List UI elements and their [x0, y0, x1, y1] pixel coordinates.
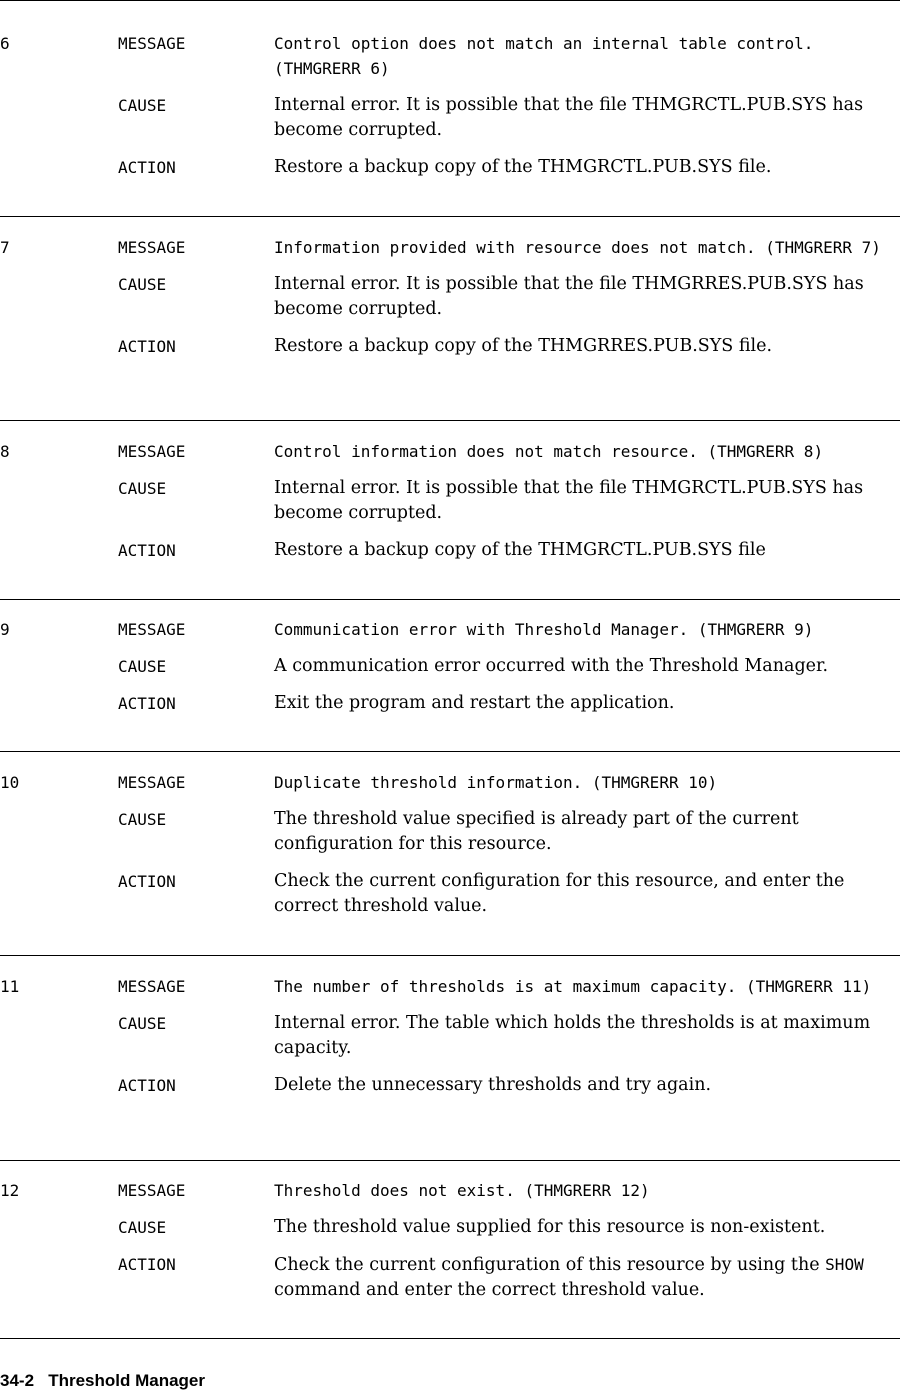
- cause-label: CAUSE: [118, 479, 167, 498]
- cause-row: [0, 93, 908, 143]
- page-footer: [0, 1369, 205, 1393]
- action-row: [0, 1252, 908, 1303]
- error-number: 9: [0, 620, 10, 639]
- cause-text: The threshold value specified is already part of the current configuration for this resource.: [274, 809, 799, 854]
- message-row: [0, 974, 908, 999]
- cause-row: [0, 654, 908, 679]
- error-number: 7: [0, 238, 10, 257]
- entry-divider: [0, 1160, 900, 1161]
- chapter-title: Threshold Manager: [48, 1371, 206, 1390]
- cause-row: [0, 476, 908, 526]
- error-number: 12: [0, 1181, 20, 1200]
- action-label: ACTION: [118, 1076, 176, 1095]
- cause-text: The threshold value supplied for this resource is non-existent.: [274, 1217, 826, 1237]
- message-label: MESSAGE: [118, 620, 186, 639]
- show-command-keyword: SHOW: [825, 1255, 864, 1274]
- cause-label: CAUSE: [118, 810, 167, 829]
- error-entry-12: [0, 1178, 908, 1315]
- cause-text: Internal error. It is possible that the file THMGRRES.PUB.SYS has become corrupted.: [274, 274, 864, 319]
- action-label: ACTION: [118, 541, 176, 560]
- action-row: [0, 1073, 908, 1098]
- entry-divider: [0, 751, 900, 752]
- action-text: Restore a backup copy of the THMGRCTL.PUB.SYS file.: [274, 157, 772, 177]
- message-text: Threshold does not exist. (THMGRERR 12): [274, 1181, 650, 1200]
- action-row: [0, 691, 908, 716]
- message-label: MESSAGE: [118, 1181, 186, 1200]
- action-text-before: Check the current configuration of this resource by using the: [274, 1255, 820, 1275]
- cause-text: Internal error. It is possible that the file THMGRCTL.PUB.SYS has become corrupted.: [274, 478, 864, 523]
- action-label: ACTION: [118, 337, 176, 356]
- cause-row: [0, 1011, 908, 1061]
- error-entry-10: [0, 770, 908, 931]
- cause-text: Internal error. It is possible that the file THMGRCTL.PUB.SYS has become corrupted.: [274, 95, 864, 140]
- cause-row: [0, 807, 908, 857]
- message-row: [0, 617, 908, 642]
- entry-divider: [0, 955, 900, 956]
- message-label: MESSAGE: [118, 34, 186, 53]
- cause-label: CAUSE: [118, 275, 167, 294]
- action-text: Restore a backup copy of the THMGRRES.PUB.SYS file.: [274, 336, 773, 356]
- cause-label: CAUSE: [118, 96, 167, 115]
- action-label: ACTION: [118, 694, 176, 713]
- bottom-rule: [0, 1338, 900, 1339]
- action-label: ACTION: [118, 158, 176, 177]
- cause-row: [0, 272, 908, 322]
- error-entry-8: [0, 439, 908, 575]
- message-row: [0, 439, 908, 464]
- entry-divider: [0, 420, 900, 421]
- top-rule: [0, 0, 900, 1]
- message-text: Duplicate threshold information. (THMGRERR 10): [274, 773, 718, 792]
- error-number: 11: [0, 977, 20, 996]
- action-label: ACTION: [118, 872, 176, 891]
- cause-label: CAUSE: [118, 1014, 167, 1033]
- action-row: [0, 869, 908, 919]
- page-number: 34-2: [0, 1371, 35, 1390]
- message-row: [0, 31, 908, 81]
- action-row: [0, 538, 908, 563]
- action-text: Check the current configuration for this resource, and enter the correct threshold value.: [274, 871, 845, 916]
- message-text: The number of thresholds is at maximum capacity. (THMGRERR 11): [274, 977, 872, 996]
- action-text: Restore a backup copy of the THMGRCTL.PUB.SYS file: [274, 540, 766, 560]
- error-number: 6: [0, 34, 10, 53]
- message-row: [0, 235, 908, 260]
- message-text: Control information does not match resource. (THMGRERR 8): [274, 442, 824, 461]
- cause-text: Internal error. The table which holds the thresholds is at maximum capacity.: [274, 1013, 871, 1058]
- error-entry-11: [0, 974, 908, 1110]
- message-label: MESSAGE: [118, 442, 186, 461]
- action-text-after: command and enter the correct threshold value.: [274, 1280, 705, 1300]
- error-entry-9: [0, 617, 908, 728]
- error-entry-7: [0, 235, 908, 371]
- message-label: MESSAGE: [118, 977, 186, 996]
- cause-row: [0, 1215, 908, 1240]
- message-text: Information provided with resource does not match. (THMGRERR 7): [274, 238, 881, 257]
- error-number: 10: [0, 773, 20, 792]
- message-text: Communication error with Threshold Manager. (THMGRERR 9): [274, 620, 814, 639]
- message-label: MESSAGE: [118, 238, 186, 257]
- action-text: [274, 1252, 900, 1303]
- error-entry-6: [0, 31, 908, 192]
- cause-text: A communication error occurred with the Threshold Manager.: [274, 656, 829, 676]
- action-row: [0, 155, 908, 180]
- entry-divider: [0, 599, 900, 600]
- message-row: [0, 770, 908, 795]
- cause-label: CAUSE: [118, 1218, 167, 1237]
- action-row: [0, 334, 908, 359]
- message-row: [0, 1178, 908, 1203]
- cause-label: CAUSE: [118, 657, 167, 676]
- action-text: Exit the program and restart the application.: [274, 693, 675, 713]
- action-label: ACTION: [118, 1255, 176, 1274]
- entry-divider: [0, 216, 900, 217]
- message-label: MESSAGE: [118, 773, 186, 792]
- error-number: 8: [0, 442, 10, 461]
- message-text: Control option does not match an internal table control. (THMGRERR 6): [274, 34, 814, 78]
- action-text: Delete the unnecessary thresholds and try again.: [274, 1075, 712, 1095]
